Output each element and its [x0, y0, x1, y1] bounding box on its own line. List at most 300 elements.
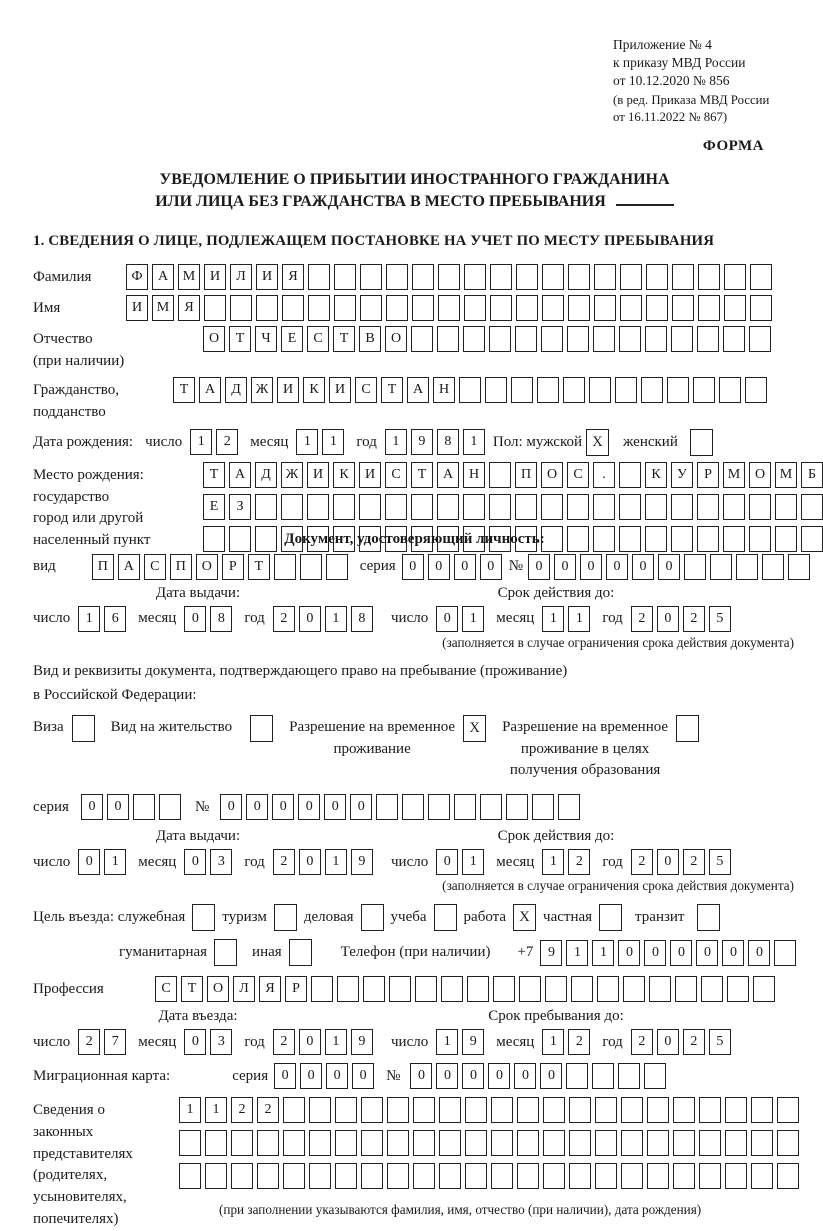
form-cell [437, 326, 459, 352]
form-cell [697, 494, 719, 520]
form-cell [753, 976, 775, 1002]
form-cell [489, 494, 511, 520]
form-cell: Н [433, 377, 455, 403]
form-cell: С [355, 377, 377, 403]
form-cell [594, 264, 616, 290]
form-cell [641, 377, 663, 403]
form-cell: 0 [274, 1063, 296, 1089]
form-cell [568, 264, 590, 290]
form-cell: 9 [351, 1029, 373, 1055]
form-cell: 0 [454, 554, 476, 580]
form-cell: 9 [540, 940, 562, 966]
form-cell: 1 [436, 1029, 458, 1055]
form-cell: Ж [281, 462, 303, 488]
form-cell: Н [463, 462, 485, 488]
form-cell: 0 [410, 1063, 432, 1089]
visa-checkbox [72, 715, 95, 742]
form-cell [801, 494, 823, 520]
form-cell [387, 1163, 409, 1189]
form-cell: 3 [210, 1029, 232, 1055]
form-cell: 0 [658, 554, 680, 580]
form-cell: Т [181, 976, 203, 1002]
form-cell: 1 [462, 849, 484, 875]
form-cell [459, 377, 481, 403]
form-cell: Ж [251, 377, 273, 403]
form-cell [133, 794, 155, 820]
birth-month-cells [296, 429, 344, 455]
form-cell: 1 [325, 606, 347, 632]
form-cell: 0 [326, 1063, 348, 1089]
form-cell: Т [203, 462, 225, 488]
form-cell [777, 1097, 799, 1123]
residence-valid-date: число 0 1 месяц 1 2 год 2 0 2 5 [391, 849, 796, 875]
form-cell: 2 [683, 1029, 705, 1055]
purpose-study-checkbox [434, 904, 457, 931]
purpose-tourism-checkbox [274, 904, 297, 931]
form-cell: Е [203, 494, 225, 520]
identity-issue-date: число 1 6 месяц 0 8 год 2 0 1 8 [33, 606, 391, 632]
order-reference-amendment [613, 92, 796, 125]
form-cell [485, 377, 507, 403]
residence-issue-month [184, 849, 232, 875]
form-cell: 1 [462, 606, 484, 632]
form-cell [490, 264, 512, 290]
form-cell: О [749, 462, 771, 488]
form-cell [541, 494, 563, 520]
form-cell [647, 1097, 669, 1123]
residence-doc-note: (заполняется в случае ограничения срока действия документа) [442, 878, 794, 894]
form-cell [647, 1163, 669, 1189]
edu-permit-option: Разрешение на временное проживание в целях получения образования [502, 715, 699, 782]
form-cell: И [126, 295, 148, 321]
form-cell [438, 295, 460, 321]
day-label: число [145, 433, 183, 450]
identity-valid-month [542, 606, 590, 632]
sex-male-checkbox: X [586, 429, 609, 456]
residence-doc-series-row [33, 794, 796, 820]
form-cell [491, 1130, 513, 1156]
visa-option: Виза [33, 715, 95, 742]
form-cell: 0 [657, 1029, 679, 1055]
form-cell [620, 264, 642, 290]
representatives-cells [179, 1097, 799, 1218]
year-label: год [356, 433, 377, 450]
form-cell [489, 326, 511, 352]
stay-day [436, 1029, 484, 1055]
residence-number-label: № [194, 798, 210, 815]
form-cell: 2 [683, 849, 705, 875]
form-cell [567, 494, 589, 520]
form-cell: 1 [205, 1097, 227, 1123]
form-cell: 0 [696, 940, 718, 966]
patronymic-label: Отчество (при наличии) [33, 330, 125, 369]
purpose-business-label: деловая [303, 909, 354, 926]
form-cell: 0 [350, 794, 372, 820]
form-cell [699, 1097, 721, 1123]
form-cell: 0 [298, 794, 320, 820]
form-cell [308, 264, 330, 290]
form-cell [231, 1130, 253, 1156]
form-cell [159, 794, 181, 820]
form-cell [413, 1163, 435, 1189]
order-reference [613, 36, 796, 89]
migration-series-label: серия [232, 1067, 269, 1084]
form-cell: 0 [78, 849, 100, 875]
residence-series-label: серия [33, 798, 69, 815]
form-cell: И [277, 377, 299, 403]
form-cell [724, 264, 746, 290]
form-cell [516, 264, 538, 290]
form-cell: Т [333, 326, 355, 352]
form-cell: И [256, 264, 278, 290]
form-cell [376, 794, 398, 820]
form-cell: А [229, 462, 251, 488]
form-cell: 1 [325, 849, 347, 875]
form-cell [334, 264, 356, 290]
form-cell: 2 [631, 849, 653, 875]
form-cell [543, 1163, 565, 1189]
form-cell [736, 554, 758, 580]
form-cell [441, 976, 463, 1002]
form-cell [491, 1097, 513, 1123]
form-cell [411, 326, 433, 352]
section1-heading: 1. СВЕДЕНИЯ О ЛИЦЕ, ПОДЛЕЖАЩЕМ ПОСТАНОВКЕ НА УЧЕТ ПО МЕСТУ ПРЕБЫВАНИЯ [33, 232, 715, 249]
identity-doc-kind-row [33, 554, 796, 580]
temp-permit-option: Разрешение на временное проживание X [289, 715, 486, 761]
form-cell: 0 [81, 794, 103, 820]
form-cell: 2 [568, 1029, 590, 1055]
form-cell: 0 [352, 1063, 374, 1089]
form-cell: К [303, 377, 325, 403]
residence-doc-dates [33, 828, 796, 894]
form-cell [465, 1163, 487, 1189]
form-cell [255, 494, 277, 520]
form-cell [762, 554, 784, 580]
forma-label: ФОРМА [702, 137, 764, 154]
form-cell: 0 [480, 554, 502, 580]
form-cell: 0 [436, 849, 458, 875]
form-cell [283, 1163, 305, 1189]
purpose-other-label: иная [252, 944, 282, 961]
form-cell: 1 [325, 1029, 347, 1055]
form-cell [619, 462, 641, 488]
form-cell: 1 [592, 940, 614, 966]
form-cell: 0 [246, 794, 268, 820]
entry-month [184, 1029, 232, 1055]
form-cell: С [155, 976, 177, 1002]
form-cell: 2 [216, 429, 238, 455]
form-cell [723, 494, 745, 520]
form-cell [309, 1130, 331, 1156]
form-cell [515, 326, 537, 352]
form-cell [480, 794, 502, 820]
phone-cells [540, 940, 796, 966]
form-cell: 0 [657, 849, 679, 875]
patronymic-row [33, 326, 796, 373]
form-cell [749, 526, 771, 552]
purpose-official-checkbox [192, 904, 215, 931]
form-cell: М [723, 462, 745, 488]
identity-doc-note: (заполняется в случае ограничения срока действия документа) [442, 634, 794, 650]
form-cell [335, 1130, 357, 1156]
form-cell [723, 526, 745, 552]
form-cell: 1 [542, 606, 564, 632]
form-cell [413, 1097, 435, 1123]
identity-doc-dates [33, 585, 796, 651]
form-cell [402, 794, 424, 820]
form-cell [308, 295, 330, 321]
form-cell [621, 1097, 643, 1123]
form-cell: 2 [273, 849, 295, 875]
temp-permit-checkbox: X [463, 715, 486, 742]
form-cell [537, 377, 559, 403]
form-cell: 2 [78, 1029, 100, 1055]
form-cell [699, 1163, 721, 1189]
birth-date-row [33, 429, 796, 456]
form-cell [463, 494, 485, 520]
reference-line: от 10.12.2020 № 856 [613, 72, 730, 88]
form-cell: 0 [436, 1063, 458, 1089]
form-cell [179, 1130, 201, 1156]
representatives-row3 [179, 1163, 799, 1189]
form-cell [387, 1130, 409, 1156]
form-cell [543, 1097, 565, 1123]
form-cell: 0 [184, 606, 206, 632]
form-cell [543, 1130, 565, 1156]
form-cell [463, 326, 485, 352]
citizenship-row [33, 377, 796, 424]
form-cell [204, 295, 226, 321]
purpose-private-label: частная [543, 909, 593, 926]
form-cell [541, 326, 563, 352]
form-cell: 0 [299, 1029, 321, 1055]
form-cell [693, 377, 715, 403]
form-cell [667, 377, 689, 403]
form-cell [568, 295, 590, 321]
form-cell [594, 295, 616, 321]
form-cell [697, 326, 719, 352]
form-cell [750, 295, 772, 321]
form-cell: 0 [272, 794, 294, 820]
identity-doc-number-cells [528, 554, 810, 580]
purpose-tourism-label: туризм [222, 909, 267, 926]
form-cell [255, 526, 277, 552]
form-cell [464, 295, 486, 321]
phone-prefix: +7 [517, 944, 534, 961]
sex-female-label: женский [623, 433, 678, 450]
form-cell [751, 1097, 773, 1123]
purpose-humanitarian-label: гуманитарная [119, 944, 208, 961]
form-cell [283, 1097, 305, 1123]
birth-year-cells [385, 429, 485, 455]
form-cell [673, 1163, 695, 1189]
form-cell [774, 940, 796, 966]
form-cell: Д [255, 462, 277, 488]
form-cell: 1 [566, 940, 588, 966]
form-cell: Ч [255, 326, 277, 352]
form-cell: 0 [184, 849, 206, 875]
form-cell [257, 1130, 279, 1156]
form-cell: С [567, 462, 589, 488]
residence-valid-head: Срок действия до: [497, 828, 615, 845]
reference-line: Приложение № 4 [613, 37, 712, 52]
form-cell [671, 326, 693, 352]
birth-place-row1 [203, 462, 823, 488]
form-cell: 0 [299, 849, 321, 875]
form-cell: К [333, 462, 355, 488]
identity-valid-date: число 0 1 месяц 1 1 год 2 0 2 5 [391, 606, 796, 632]
stay-year [631, 1029, 731, 1055]
form-cell: 0 [554, 554, 576, 580]
reference-line: к приказу МВД России [613, 54, 746, 70]
form-cell [725, 1097, 747, 1123]
form-cell [257, 1163, 279, 1189]
form-cell [542, 295, 564, 321]
form-cell: К [645, 462, 667, 488]
purpose-work-label: работа [463, 909, 507, 926]
form-cell [623, 976, 645, 1002]
form-cell [699, 1130, 721, 1156]
form-cell [415, 976, 437, 1002]
form-cell [645, 494, 667, 520]
form-cell: И [307, 462, 329, 488]
form-cell [334, 295, 356, 321]
given-name-label: Имя [33, 299, 61, 316]
form-cell: . [593, 462, 615, 488]
birth-date-label: Дата рождения: [33, 433, 134, 450]
form-cell [567, 326, 589, 352]
form-cell: 1 [296, 429, 318, 455]
form-cell: 0 [540, 1063, 562, 1089]
form-cell [727, 976, 749, 1002]
form-cell: 5 [709, 849, 731, 875]
representatives-label: Сведения о законных представителях (родителях, усыновителях, попечителях) [33, 1102, 133, 1227]
form-cell: 2 [231, 1097, 253, 1123]
purpose-transit-label: транзит [635, 909, 685, 926]
birth-date-group [145, 429, 485, 455]
form-title [33, 169, 796, 213]
given-name-cells [126, 295, 772, 321]
form-cell: 0 [657, 606, 679, 632]
identity-issue-month [184, 606, 232, 632]
form-cell [684, 554, 706, 580]
form-cell: 2 [257, 1097, 279, 1123]
form-cell [671, 526, 693, 552]
entry-day [78, 1029, 126, 1055]
form-cell [672, 295, 694, 321]
form-cell: О [541, 462, 563, 488]
form-cell [751, 1130, 773, 1156]
residence-issue-day [78, 849, 126, 875]
form-cell [300, 554, 322, 580]
form-cell: Т [229, 326, 251, 352]
form-cell [491, 1163, 513, 1189]
form-cell: 6 [104, 606, 126, 632]
residence-doc-types [33, 715, 796, 782]
form-cell: 0 [300, 1063, 322, 1089]
form-title-line1: УВЕДОМЛЕНИЕ О ПРИБЫТИИ ИНОСТРАННОГО ГРАЖДАНИНА [159, 170, 670, 188]
form-cell [439, 1097, 461, 1123]
form-cell: 0 [428, 554, 450, 580]
form-cell: Р [697, 462, 719, 488]
residence-valid-month [542, 849, 590, 875]
form-cell: 1 [542, 849, 564, 875]
form-cell [454, 794, 476, 820]
identity-issue-year [273, 606, 373, 632]
form-cell [283, 1130, 305, 1156]
form-cell [360, 264, 382, 290]
form-cell [619, 326, 641, 352]
form-cell [645, 326, 667, 352]
form-cell: 5 [709, 606, 731, 632]
form-cell: 7 [104, 1029, 126, 1055]
representatives-row1 [179, 1097, 799, 1123]
form-cell [745, 377, 767, 403]
form-cell: 1 [322, 429, 344, 455]
form-cell [229, 526, 251, 552]
form-cell: 1 [78, 606, 100, 632]
form-cell [490, 295, 512, 321]
form-cell [413, 1130, 435, 1156]
form-cell [673, 1130, 695, 1156]
form-cell [517, 1097, 539, 1123]
purpose-work-checkbox: X [513, 904, 536, 931]
profession-cells [155, 976, 775, 1002]
patronymic-cells [203, 326, 771, 352]
form-cell: З [229, 494, 251, 520]
form-cell: 8 [351, 606, 373, 632]
residence-issue-date: число 0 1 месяц 0 3 год 2 0 1 9 [33, 849, 391, 875]
form-cell [569, 1163, 591, 1189]
form-cell: В [359, 326, 381, 352]
form-cell [307, 494, 329, 520]
form-cell [719, 377, 741, 403]
residence-valid-day [436, 849, 484, 875]
form-cell: 0 [436, 606, 458, 632]
form-cell [646, 295, 668, 321]
form-cell [751, 1163, 773, 1189]
phone-label: Телефон (при наличии) [340, 944, 491, 961]
form-cell [333, 494, 355, 520]
form-cell: 0 [299, 606, 321, 632]
form-cell [566, 1063, 588, 1089]
migration-number-label: № [386, 1067, 401, 1084]
identity-doc-series-label: серия [359, 558, 396, 575]
form-cell [724, 295, 746, 321]
form-cell [515, 494, 537, 520]
form-cell [647, 1130, 669, 1156]
form-cell: 1 [179, 1097, 201, 1123]
form-cell [558, 794, 580, 820]
form-cell: Т [173, 377, 195, 403]
form-cell [493, 976, 515, 1002]
form-cell [256, 295, 278, 321]
form-cell [801, 526, 823, 552]
residence-valid-year [631, 849, 731, 875]
form-cell [673, 1097, 695, 1123]
form-cell: 2 [631, 606, 653, 632]
entry-purpose-row [33, 904, 796, 931]
form-cell [205, 1130, 227, 1156]
form-cell [571, 976, 593, 1002]
form-cell [615, 377, 637, 403]
form-cell: 1 [104, 849, 126, 875]
form-cell [775, 494, 797, 520]
identity-issue-day [78, 606, 126, 632]
form-cell: Р [285, 976, 307, 1002]
form-cell [569, 1130, 591, 1156]
form-cell: 0 [748, 940, 770, 966]
